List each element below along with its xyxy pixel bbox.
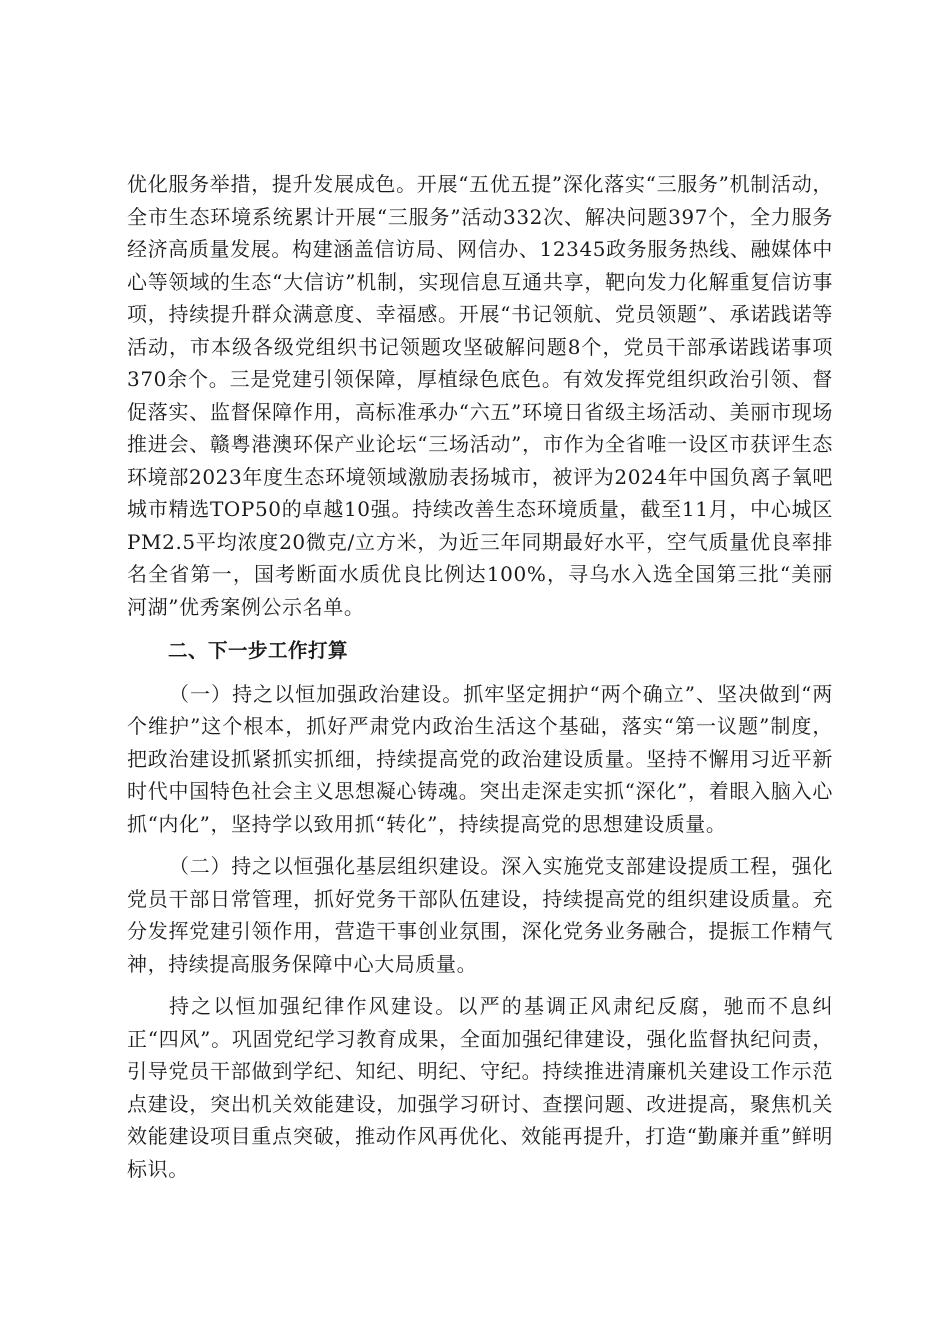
paragraph-continued: 优化服务举措，提升发展成色。开展“五优五提”深化落实“三服务”机制活动，全市生态环境系统累计开展“三服务”活动332次、解决问题397个，全力服务经济高质量发展。构建涵盖信访局、网信办、12345政务服务热线、融媒体中心等领域的生态“大信访”机制，实现信息互通共享，靶向发力化解重复信访事项，持续提升群众满意度、幸福感。开展“书记领航、党员领题”、承诺践诺等活动，市本级各级党组织书记领题攻坚破解问题8个，党员干部承诺践诺事项370余个。三是党建引领保障，厚植绿色底色。有效发挥党组织政治引领、督促落实、监督保障作用，高标准承办“六五”环境日省级主场活动、美丽市现场推进会、赣粤港澳环保产业论坛“三场活动”，市作为全省唯一设区市获评生态环境部2023年度生态环境领域激励表扬城市，被评为2024年中国负离子氧吧城市精选TOP50的卓越10强。持续改善生态环境质量，截至11月，中心城区PM2.5平均浓度20微克/立方米，为近三年同期最好水平，空气质量优良率排名全省第一，国考断面水质优良比例达100%，寻乌水入选全国第三批“美丽河湖”优秀案例公示名单。: [127, 172, 833, 619]
paragraph-discipline-style: 持之以恒加强纪律作风建设。以严的基调正风肃纪反腐，驰而不息纠正“四风”。巩固党纪学习教育成果，全面加强纪律建设，强化监督执纪问责，引导党员干部做到学纪、知纪、明纪、守纪。持续推进清廉机关建设工作示范点建设，突出机关效能建设，加强学习研讨、查摆问题、改进提高，聚焦机关效能建设项目重点突破，推动作风再优化、效能再提升，打造“勤廉并重”鲜明标识。: [127, 994, 833, 1181]
paragraph-political-building: （一）持之以恒加强政治建设。抓牢坚定拥护“两个确立”、坚决做到“两个维护”这个根本，抓好严肃党内政治生活这个基础，落实“第一议题”制度，把政治建设抓紧抓实抓细，持续提高党的政治建设质量。坚持不懈用习近平新时代中国特色社会主义思想凝心铸魂。突出走深走实抓“深化”，着眼入脑入心抓“内化”，坚持学以致用抓“转化”，持续提高党的思想建设质量。: [127, 681, 833, 836]
paragraph-grassroots-organization: （二）持之以恒强化基层组织建设。深入实施党支部建设提质工程，强化党员干部日常管理，抓好党务干部队伍建设，持续提高党的组织建设质量。充分发挥党建引领作用，营造干事创业氛围，深化党务业务融合，提振工作精气神，持续提高服务保障中心大局质量。: [127, 854, 833, 976]
section-heading: 二、下一步工作打算: [167, 639, 348, 662]
document-body: [127, 168, 833, 1185]
